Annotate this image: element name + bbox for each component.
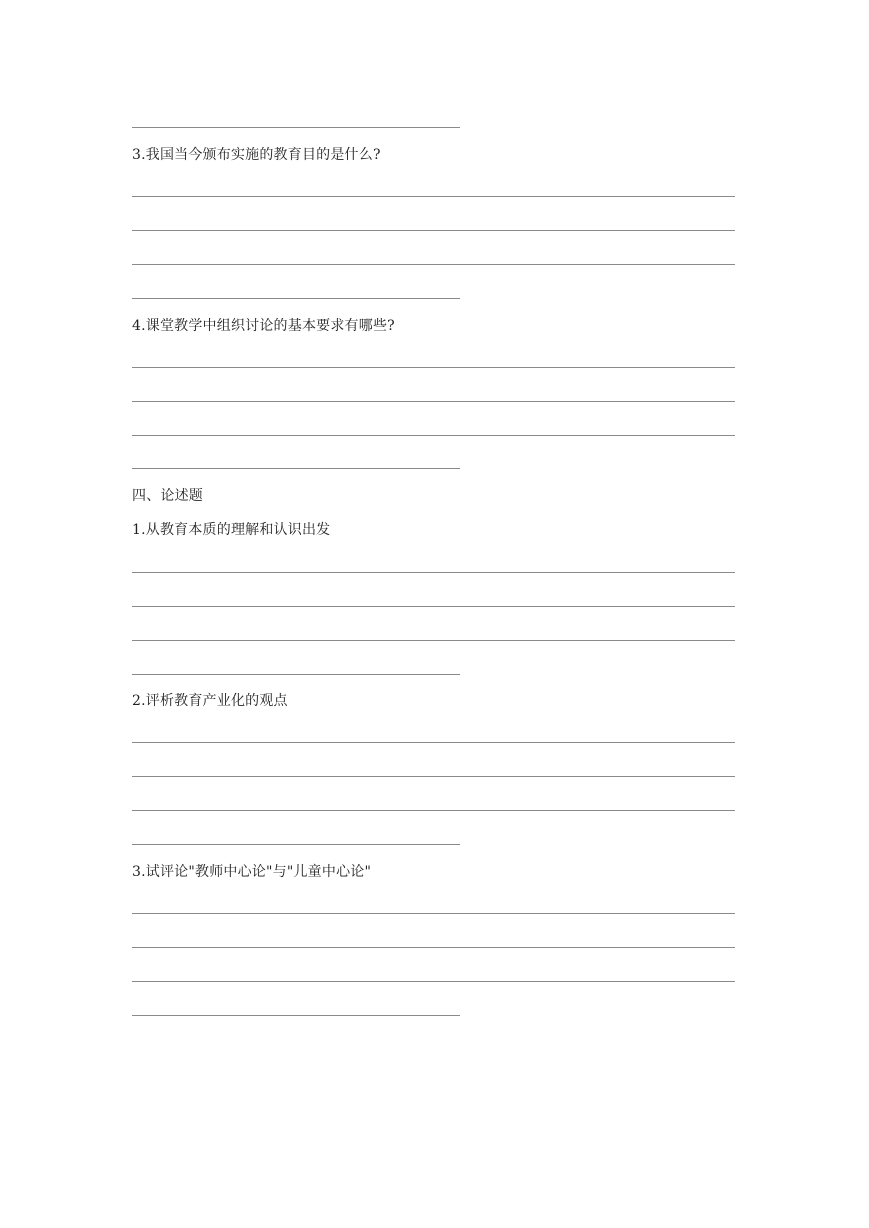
answer-line	[132, 401, 735, 402]
answer-line	[132, 776, 735, 777]
answer-line	[132, 230, 735, 231]
answer-line	[132, 367, 735, 368]
answer-line	[132, 742, 735, 743]
answer-line	[132, 606, 735, 607]
answer-line	[132, 844, 460, 845]
answer-line	[132, 1015, 460, 1016]
answer-line	[132, 572, 735, 573]
answer-line	[132, 264, 735, 265]
section-title: 四、论述题	[132, 488, 203, 504]
question-4-text: 4.课堂教学中组织讨论的基本要求有哪些?	[132, 318, 395, 334]
question-3-text: 3.我国当今颁布实施的教育目的是什么?	[132, 147, 381, 163]
essay-2-text: 2.评析教育产业化的观点	[132, 693, 288, 709]
answer-line	[132, 981, 735, 982]
essay-3-text: 3.试评论"教师中心论"与"儿童中心论"	[132, 864, 372, 880]
answer-line	[132, 127, 460, 128]
answer-line	[132, 913, 735, 914]
answer-line	[132, 468, 460, 469]
answer-line	[132, 947, 735, 948]
answer-line	[132, 674, 460, 675]
essay-1-text: 1.从教育本质的理解和认识出发	[132, 522, 331, 538]
answer-line	[132, 196, 735, 197]
answer-line	[132, 640, 735, 641]
answer-line	[132, 435, 735, 436]
answer-line	[132, 298, 460, 299]
answer-line	[132, 810, 735, 811]
